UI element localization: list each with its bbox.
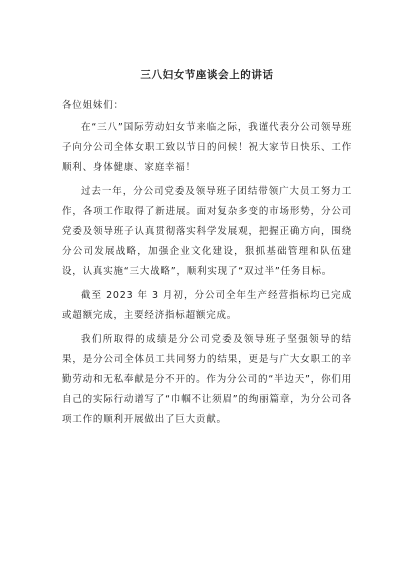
paragraph-review: 过去一年，分公司党委及领导班子团结带领广大员工努力工作，各项工作取得了新进展。面对复杂多变的市场形势，分公司党委及领导班子认真贯彻落实科学发展观，把握正确方向，围绕分公司发展战略，加强企业文化建设，狠抓基础管理和队伍建设，认真实施“三大战略”，顺利实现了“双过半”任务目标。: [62, 186, 352, 277]
paragraph-results: 截至 2023 年 3 月初，分公司全年生产经营指标均已完成或超额完成，主要经济指标超额完成。: [62, 290, 352, 321]
paragraph-greeting: 在“三八”国际劳动妇女节来临之际，我谨代表分公司领导班子向分公司全体女职工致以节日的问候！祝大家节日快乐、工作顺利、身体健康、家庭幸福！: [62, 122, 352, 173]
salutation: 各位姐妹们：: [62, 100, 124, 111]
paragraph-achievements: 我们所取得的成绩是分公司党委及领导班子坚强领导的结果，是分公司全体员工共同努力的结果，更是与广大女职工的辛勤劳动和无私奉献是分不开的。作为分公司的“半边天”，你们用自己的实际行动谱写了“巾帼不让须眉”的绚丽篇章，为分公司各项工作的顺利开展做出了巨大贡献。: [62, 334, 352, 425]
document-title: 三八妇女节座谈会上的讲话: [140, 69, 274, 81]
